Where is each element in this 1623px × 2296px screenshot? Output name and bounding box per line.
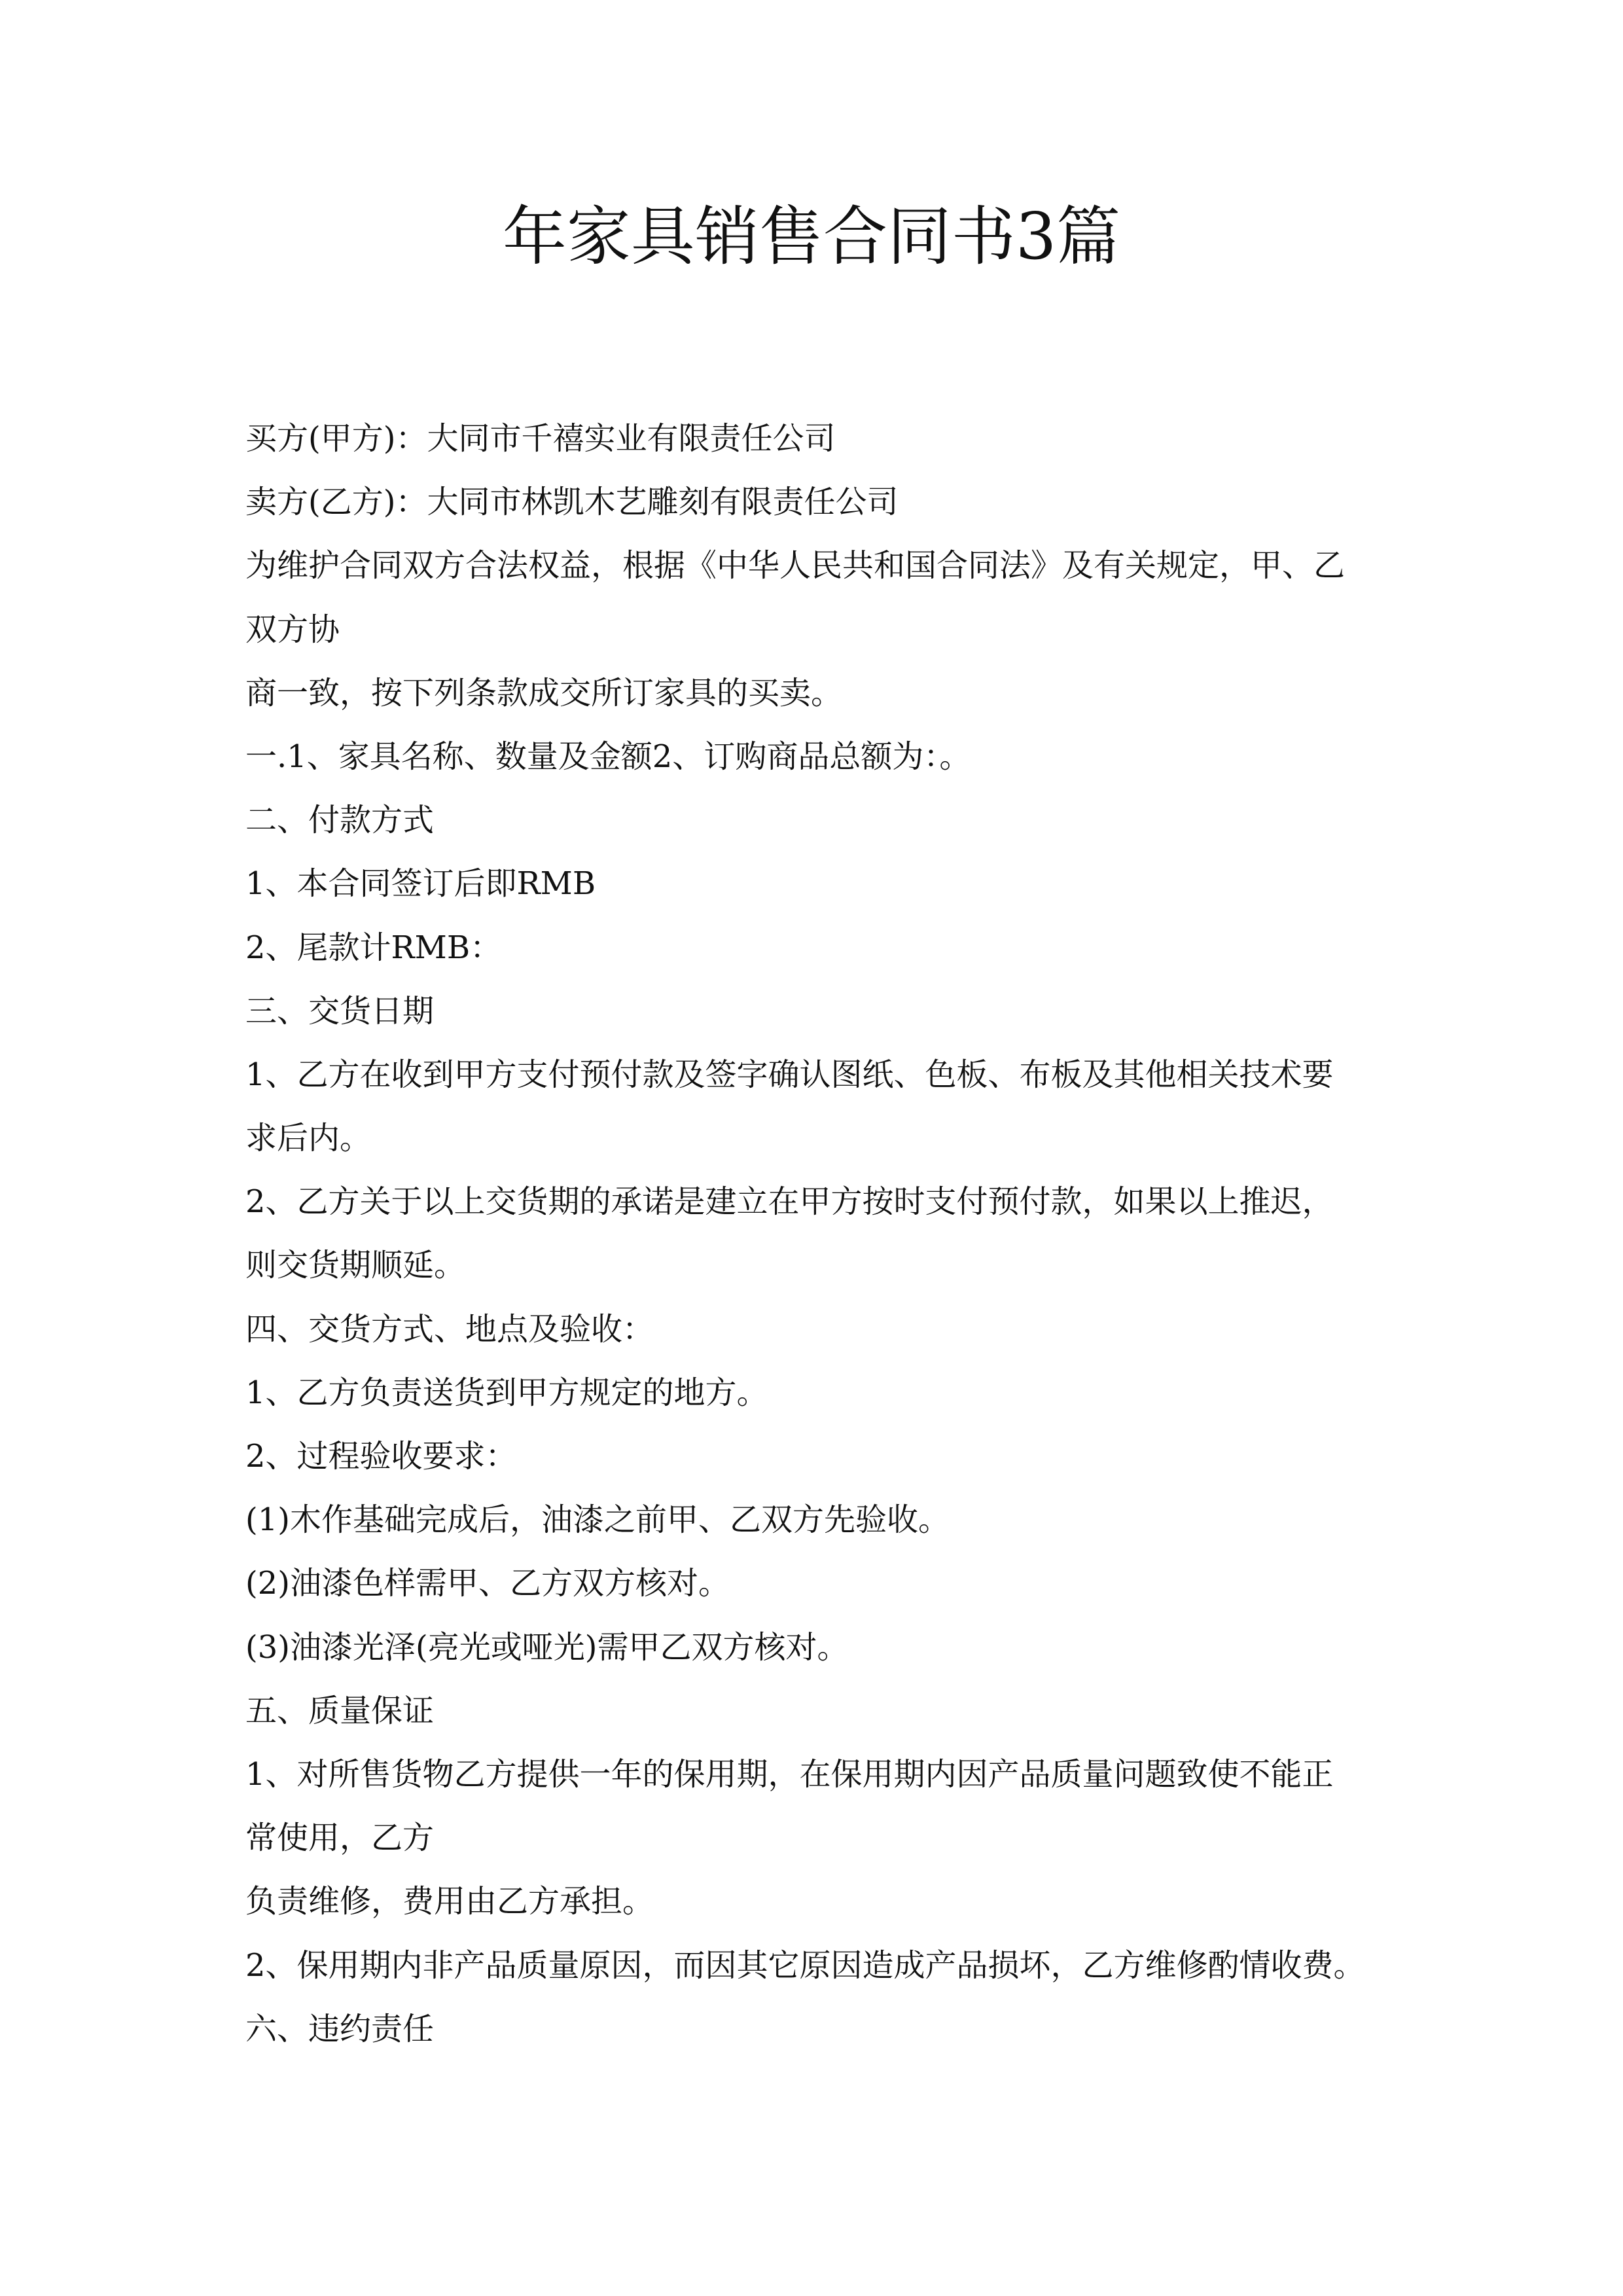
- text-line: (2)油漆色样需甲、乙方双方核对。: [245, 1565, 730, 1602]
- section-heading: 六、违约责任: [245, 2010, 435, 2047]
- text-line: 卖方(乙方)：大同市林凯木艺雕刻有限责任公司: [245, 484, 899, 521]
- text-line: 为维护合同双方合法权益，根据《中华人民共和国合同法》及有关规定，甲、乙: [245, 547, 1346, 584]
- text-line: 1、本合同签订后即RMB: [245, 865, 596, 903]
- text-line: 则交货期顺延。: [245, 1247, 466, 1284]
- text-line: 2、保用期内非产品质量原因，而因其它原因造成产品损坏，乙方维修酌情收费。: [245, 1946, 1365, 1984]
- text-line: (3)油漆光泽(亮光或哑光)需甲乙双方核对。: [245, 1628, 849, 1666]
- document-title: 年家具销售合同书3篇: [502, 200, 1121, 274]
- contract-body: [245, 407, 1397, 2061]
- text-line: 2、过程验收要求：: [245, 1438, 517, 1475]
- text-line: (1)木作基础完成后，油漆之前甲、乙双方先验收。: [245, 1501, 950, 1539]
- text-line: 双方协: [245, 611, 340, 648]
- text-line: 常使用，乙方: [245, 1820, 435, 1857]
- text-line: 2、乙方关于以上交货期的承诺是建立在甲方按时支付预付款，如果以上推迟，: [245, 1183, 1334, 1221]
- text-line: 求后内。: [245, 1120, 372, 1157]
- text-line: 2、尾款计RMB：: [245, 929, 502, 966]
- section-heading: 三、交货日期: [245, 992, 435, 1030]
- section-heading: 五、质量保证: [245, 1692, 435, 1729]
- text-line: 1、对所售货物乙方提供一年的保用期，在保用期内因产品质量问题致使不能正: [245, 1755, 1334, 1793]
- section-heading: 二、付款方式: [245, 802, 435, 839]
- text-line: 1、乙方在收到甲方支付预付款及签字确认图纸、色板、布板及其他相关技术要: [245, 1056, 1334, 1093]
- section-heading: 四、交货方式、地点及验收：: [245, 1310, 654, 1348]
- text-line: 1、乙方负责送货到甲方规定的地方。: [245, 1374, 768, 1411]
- text-line: 一.1、家具名称、数量及金额2、订购商品总额为：。: [245, 738, 971, 775]
- text-line: 负责维修，费用由乙方承担。: [245, 1883, 654, 1920]
- text-line: 买方(甲方)：大同市千禧实业有限责任公司: [245, 420, 836, 457]
- text-line: 商一致，按下列条款成交所订家具的买卖。: [245, 674, 843, 711]
